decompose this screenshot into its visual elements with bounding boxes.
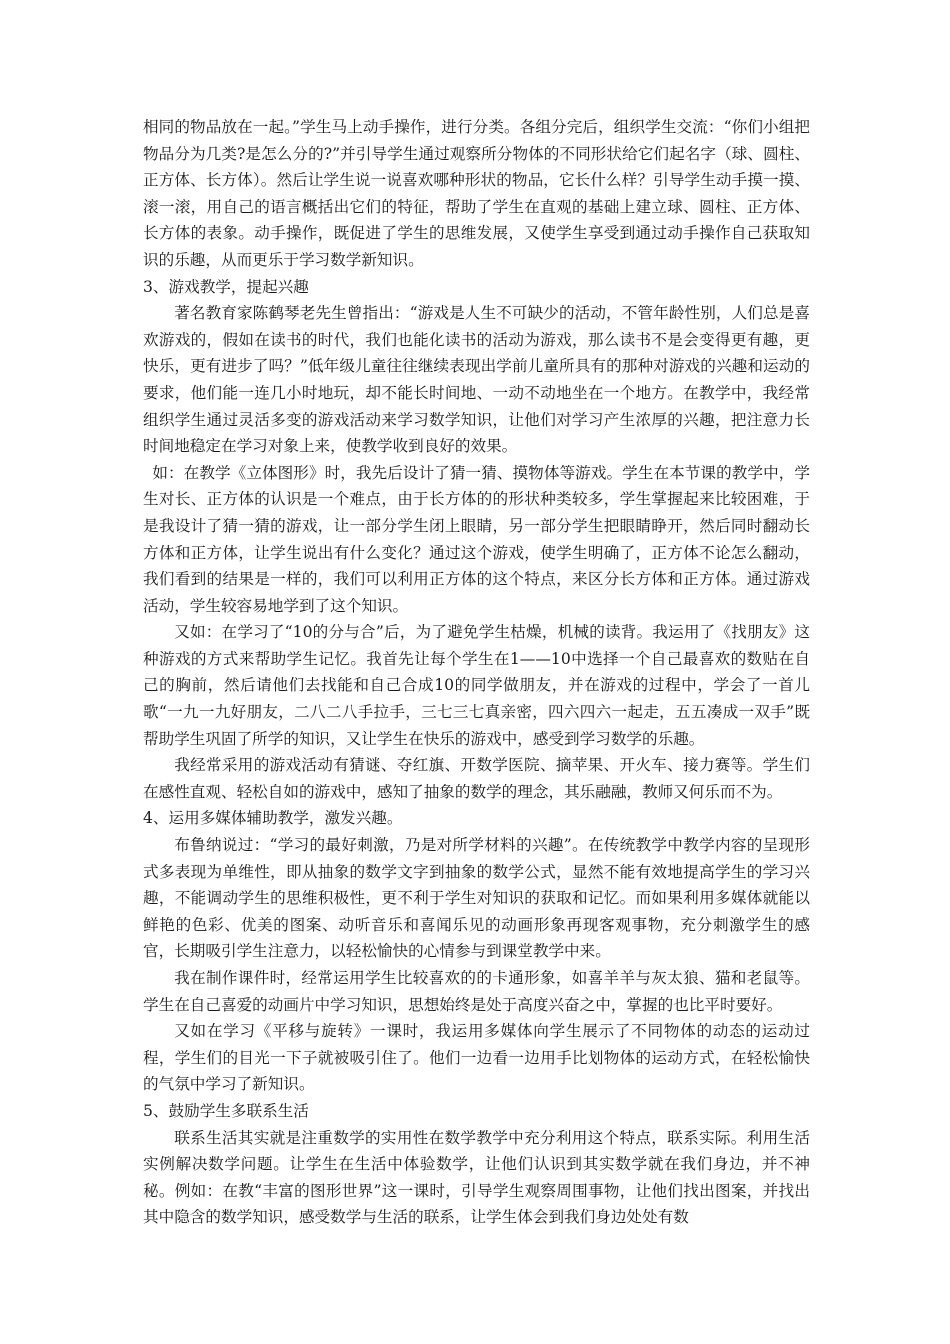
section-heading-3: 3、游戏教学，提起兴趣 (143, 277, 309, 296)
paragraph-courseware: 我在制作课件时，经常运用学生比较喜欢的的卡通形象，如喜羊羊与灰太狼、猫和老鼠等。学生在自己喜爱的动画片中学习知识，思想始终是处于高度兴奋之中，掌握的也比平时要好。 (143, 969, 810, 1014)
paragraph-life-connection: 联系生活其实就是注重数学的实用性在数学教学中充分利用这个特点，联系实际。利用生活实例解决数学问题。让学生在生活中体验数学，让他们认识到其实数学就在我们身边，并不神秘。例如：在教“丰富的图形世界”这一课时，引导学生观察周围事物，让他们找出图案，并找出其中隐含的数学知识，感受数学与生活的联系，让学生体会到我们身边处处有数 (143, 1128, 810, 1227)
paragraph-example-solid-shapes: 如：在教学《立体图形》时，我先后设计了猜一猜、摸物体等游戏。学生在本节课的教学中，学生对长、正方体的认识是一个难点，由于长方体的的形状种类较多，学生掌握起来比较困难，于是我设计了猜一猜的游戏，让一部分学生闭上眼睛，另一部分学生把眼睛睁开，然后同时翻动长方体和正方体，让学生说出有什么变化？通过这个游戏，使学生明确了，正方体不论怎么翻动，我们看到的结果是一样的，我们可以利用正方体的这个特点，来区分长方体和正方体。通过游戏活动，学生较容易地学到了这个知识。 (143, 463, 810, 615)
paragraph-quote-chen: 著名教育家陈鹤琴老先生曾指出：“游戏是人生不可缺少的活动，不管年龄性别，人们总是喜欢游戏的，假如在读书的时代，我们也能化读书的活动为游戏，那么读书不是会变得更有趣，更快乐，更有进步了吗？”低年级儿童往往继续表现出学前儿童所具有的那种对游戏的兴趣和运动的要求，他们能一连几小时地玩，却不能长时间地、一动不动地坐在一个地方。在教学中，我经常组织学生通过灵活多变的游戏活动来学习数学知识，让他们对学习产生浓厚的兴趣，把注意力长时间地稳定在学习对象上来，使教学收到良好的效果。 (143, 304, 810, 456)
paragraph-bruner: 布鲁纳说过：“学习的最好刺激，乃是对所学材料的兴趣”。在传统教学中教学内容的呈现形式多表现为单维性，即从抽象的数学文字到抽象的数学公式，显然不能有效地提高学生的学习兴趣，不能调动学生的思维积极性，更不利于学生对知识的获取和记忆。而如果利用多媒体就能以鲜艳的色彩、优美的图案、动听音乐和喜闻乐见的动画形象再现客观事物，充分刺激学生的感官，长期吸引学生注意力，以轻松愉快的心情参与到课堂教学中来。 (143, 836, 810, 961)
section-heading-5: 5、鼓励学生多联系生活 (143, 1101, 309, 1120)
document-page (143, 114, 810, 1231)
paragraph-continuation: 相同的物品放在一起。”学生马上动手操作，进行分类。各组分完后，组织学生交流：“你们小组把物品分为几类?是怎么分的?”并引导学生通过观察所分物体的不同形状给它们起名字（球、圆柱、正方体、长方体）。然后让学生说一说喜欢哪种形状的物品，它长什么样？引导学生动手摸一摸、滚一滚，用自己的语言概括出它们的特征，帮助了学生在直观的基础上建立球、圆柱、正方体、长方体的表象。动手操作，既促进了学生的思维发展，又使学生享受到通过动手操作自己获取知识的乐趣，从而更乐于学习数学新知识。 (143, 118, 810, 269)
paragraph-translation-rotation: 又如在学习《平移与旋转》一课时，我运用多媒体向学生展示了不同物体的动态的运动过程，学生们的目光一下子就被吸引住了。他们一边看一边用手比划物体的运动方式，在轻松愉快的气氛中学习了新知识。 (143, 1022, 810, 1094)
paragraph-game-activities: 我经常采用的游戏活动有猜谜、夺红旗、开数学医院、摘苹果、开火车、接力赛等。学生们在感性直观、轻松自如的游戏中，感知了抽象的数学的理念，其乐融融，教师又何乐而不为。 (143, 756, 810, 801)
section-heading-4: 4、运用多媒体辅助教学，激发兴趣。 (143, 809, 403, 828)
paragraph-example-find-friends: 又如：在学习了“10的分与合”后，为了避免学生枯燥，机械的读背。我运用了《找朋友》这种游戏的方式来帮助学生记忆。我首先让每个学生在1——10中选择一个自己最喜欢的数贴在自己的胸前，然后请他们去找能和自己合成10的同学做朋友，并在游戏的过程中，学会了一首儿歌“一九一九好朋友，二八二八手拉手，三七三七真亲密，四六四六一起走，五五凑成一双手”既帮助学生巩固了所学的知识，又让学生在快乐的游戏中，感受到学习数学的乐趣。 (143, 623, 810, 748)
